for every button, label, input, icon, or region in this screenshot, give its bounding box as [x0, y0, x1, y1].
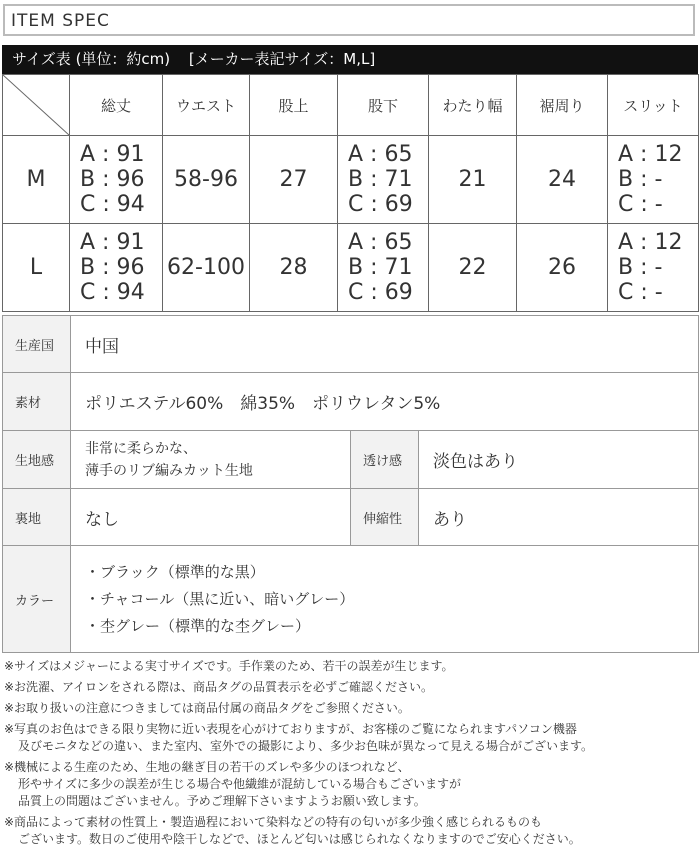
value-line: C : - [618, 280, 663, 305]
stretch-value: あり [419, 489, 699, 546]
table-row [3, 224, 699, 312]
diagonal-line-icon [3, 75, 69, 135]
slit-cell [608, 136, 699, 224]
matagami-cell: 27 [250, 136, 338, 224]
texture-value [71, 431, 351, 489]
value-line: B : - [618, 167, 663, 192]
spec-row-material [3, 373, 699, 431]
color-item: ・チャコール（黒に近い、暗いグレー） [85, 589, 355, 608]
color-list [71, 546, 699, 653]
susomawari-cell: 24 [517, 136, 608, 224]
sheer-value: 淡色はあり [419, 431, 699, 489]
value-line: A : 91 [80, 142, 145, 167]
col-header: 裾周り [517, 75, 608, 136]
value-line: B : - [618, 255, 663, 280]
value-line: A : 65 [348, 230, 413, 255]
lining-label: 裏地 [3, 489, 71, 546]
note: ※お取り扱いの注意につきましては商品付属の商品タグをご参照ください。 [4, 701, 410, 715]
table-row [3, 136, 699, 224]
sheer-label: 透け感 [351, 431, 419, 489]
waist-cell: 58-96 [163, 136, 250, 224]
maker-size-label: [メーカー表記サイズ：M,L] [188, 50, 376, 68]
slit-cell [608, 224, 699, 312]
note: ※お洗濯、アイロンをされる際は、商品タグの品質表示を必ずご確認ください。 [4, 680, 433, 694]
col-header: わたり幅 [429, 75, 517, 136]
susomawari-cell: 26 [517, 224, 608, 312]
origin-value: 中国 [71, 316, 699, 373]
value-line: C : - [618, 192, 663, 217]
value-line: C : 94 [80, 280, 145, 305]
value-line: B : 71 [348, 167, 413, 192]
lining-value: なし [71, 489, 351, 546]
spec-row-lining [3, 489, 699, 546]
value-line: C : 69 [348, 280, 413, 305]
value-line: B : 71 [348, 255, 413, 280]
value-line: A : 65 [348, 142, 413, 167]
material-value: ポリエステル60% 綿35% ポリウレタン5% [71, 373, 699, 431]
matashita-cell [338, 136, 429, 224]
col-header: ウエスト [163, 75, 250, 136]
texture-line: 薄手のリブ編みカット生地 [85, 462, 253, 479]
col-header: スリット [608, 75, 699, 136]
spec-table [2, 315, 699, 653]
value-line: B : 96 [80, 255, 145, 280]
matagami-cell: 28 [250, 224, 338, 312]
value-line: C : 69 [348, 192, 413, 217]
size-table-label: サイズ表 (単位：約cm) [12, 50, 171, 68]
color-item: ・杢グレー（標準的な杢グレー） [85, 616, 311, 635]
col-header: 股上 [250, 75, 338, 136]
material-label: 素材 [3, 373, 71, 431]
size-table [2, 74, 699, 312]
color-label: カラー [3, 546, 71, 653]
waist-cell: 62-100 [163, 224, 250, 312]
value-line: A : 12 [618, 142, 683, 167]
spec-row-color [3, 546, 699, 653]
note: ※サイズはメジャーによる実寸サイズです。手作業のため、若干の誤差が生じます。 [4, 659, 454, 673]
note: ※機械による生産のため、生地の継ぎ目の若干のズレや多少のほつれなど、 形やサイズに多少の誤差が生じる場合や他繊維が混紡している場合もございますが 品質上の問題はございません。予めご理解下さいますようお願い致します。 [4, 760, 462, 808]
stretch-label: 伸縮性 [351, 489, 419, 546]
col-header: 股下 [338, 75, 429, 136]
spec-row-origin [3, 316, 699, 373]
value-line: C : 94 [80, 192, 145, 217]
texture-line: 非常に柔らかな、 [85, 440, 197, 457]
texture-label: 生地感 [3, 431, 71, 489]
section-title: ITEM SPEC [11, 11, 110, 31]
note: ※写真のお色はできる限り実物に近い表現を心がけておりますが、お客様のご覧になられますパソコン機器 及びモニタなどの違い、また室内、室外での撮影により、多少お色味が異なって見える場合がございます。 [4, 722, 594, 753]
corner-cell [3, 75, 70, 136]
value-line: B : 96 [80, 167, 145, 192]
size-label: M [3, 136, 70, 224]
notes [4, 658, 698, 852]
origin-label: 生産国 [3, 316, 71, 373]
value-line: A : 91 [80, 230, 145, 255]
watari-cell: 22 [429, 224, 517, 312]
spec-row-texture [3, 431, 699, 489]
note: ※商品によって素材の性質上・製造過程において染料などの特有の匂いが多少強く感じられるものも ございます。数日のご使用や陰干しなどで、ほとんど匂いは感じられなくなりますのでご安心ください。 [4, 815, 581, 846]
watari-cell: 21 [429, 136, 517, 224]
color-item: ・ブラック（標準的な黒） [85, 562, 265, 581]
size-label: L [3, 224, 70, 312]
section-title-box [3, 4, 695, 36]
size-table-header-row [3, 75, 699, 136]
sotake-cell [70, 224, 163, 312]
col-header: 総丈 [70, 75, 163, 136]
matashita-cell [338, 224, 429, 312]
value-line: A : 12 [618, 230, 683, 255]
sotake-cell [70, 136, 163, 224]
size-table-header [2, 45, 698, 74]
